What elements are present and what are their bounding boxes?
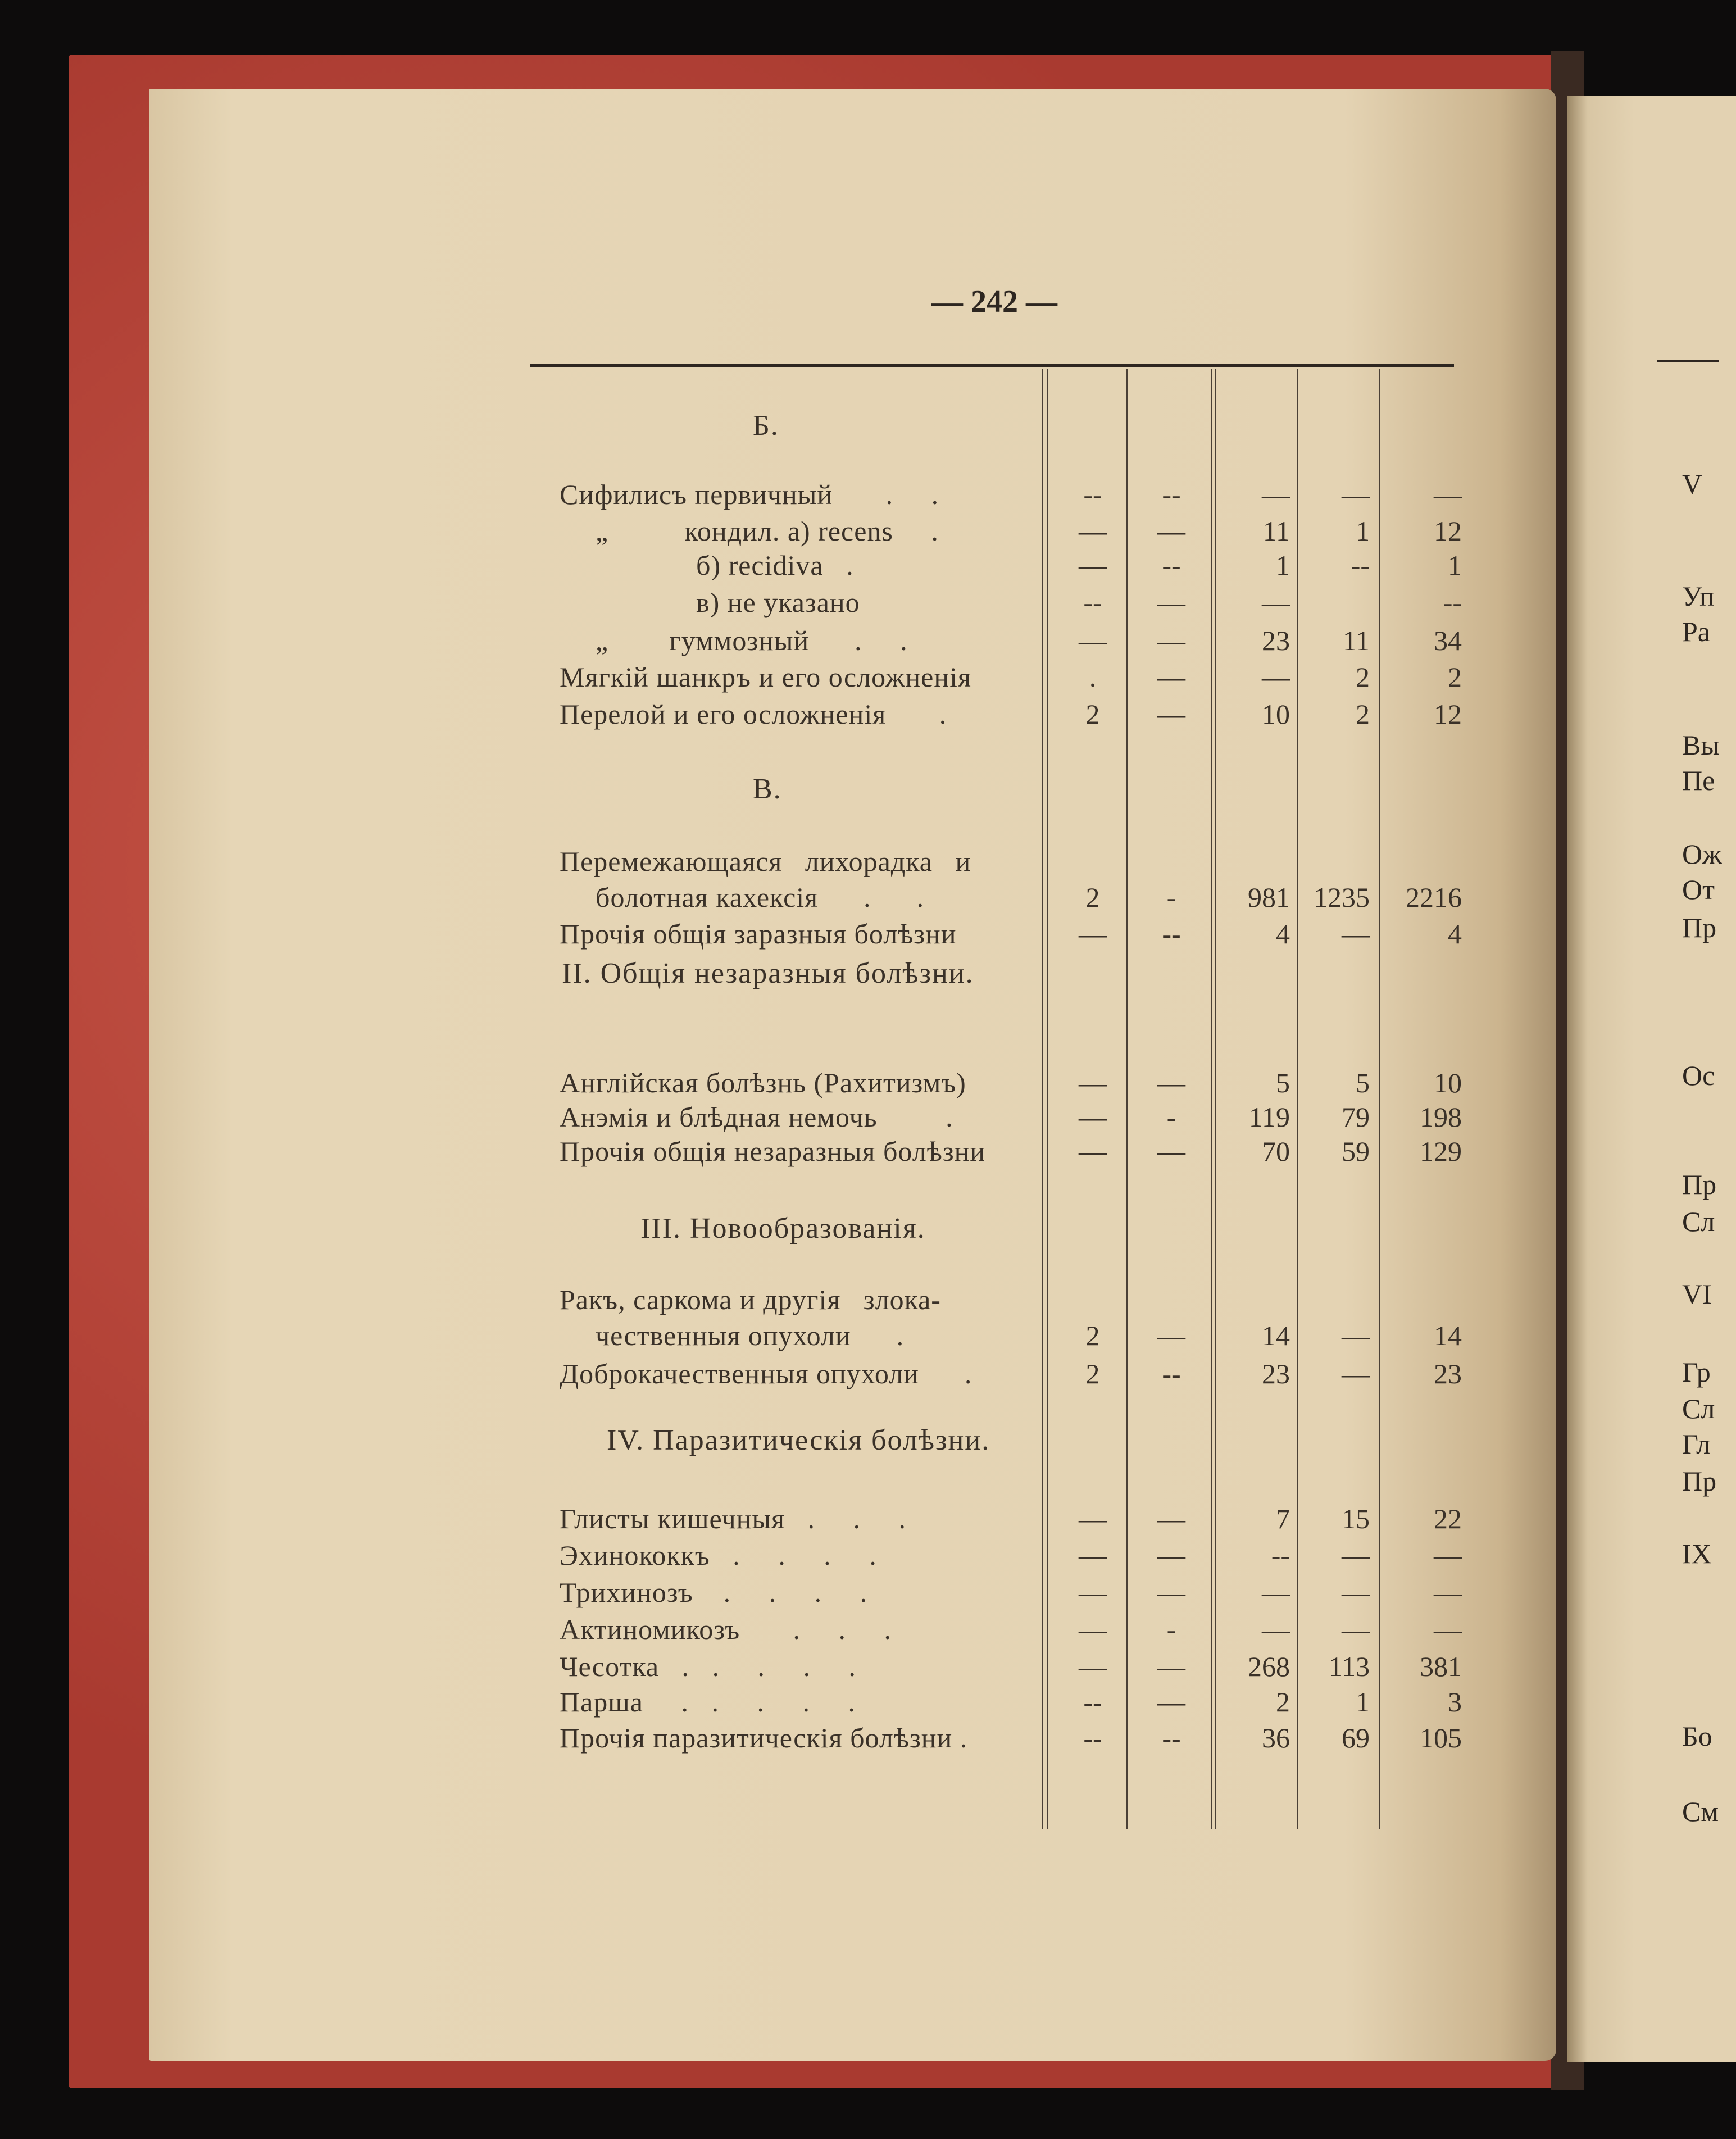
cell-value: — [1157,1503,1185,1534]
table-row [0,513,1717,549]
cell-value: — [1079,1503,1107,1534]
cell-value: 10 [1262,698,1290,730]
cell-value: 4 [1448,918,1462,950]
cell-value: 1 [1448,549,1462,581]
table-row [0,916,1717,952]
cell-value: . [1089,661,1097,693]
table-row [0,476,1717,512]
row-label: Ракъ, саркома и другія злока- [560,1284,941,1315]
table-row [0,1720,1717,1756]
cell-value: — [1157,1539,1185,1571]
cell-value: — [1157,1651,1185,1682]
cell-value: — [1342,918,1370,950]
table-row [0,584,1717,620]
right-page-fragment: От [1682,874,1715,905]
cell-value: 7 [1276,1503,1290,1534]
cell-value: -- [1162,918,1181,950]
section-title: III. Новообразованія. [640,1212,926,1245]
right-page-rule [1657,360,1719,362]
cell-value: — [1157,698,1185,730]
table-row [0,1611,1717,1647]
cell-value: 1 [1276,549,1290,581]
right-page-fragment: V [1682,468,1703,499]
section-title: II. Общія незаразныя болѣзни. [562,957,974,989]
cell-value: 10 [1434,1067,1462,1098]
table-row [0,547,1717,583]
cell-value: — [1157,625,1185,656]
table-row [0,1684,1717,1720]
cell-value: 1 [1356,515,1370,547]
right-page-fragment: Ра [1682,616,1710,647]
section-header [0,1211,1717,1247]
cell-value: — [1079,1651,1107,1682]
row-label: Эхинококкъ . . . . [560,1539,877,1571]
right-page-fragment: Ож [1682,838,1722,870]
table-row [0,1537,1717,1573]
row-label: Парша . . . . . [560,1686,856,1718]
cell-value: — [1262,1614,1290,1645]
cell-value: 34 [1434,625,1462,656]
cell-value: - [1166,1614,1176,1645]
table-row [0,1282,1717,1318]
cell-value: — [1157,1067,1185,1098]
row-label: Прочія общія заразныя болѣзни [560,918,957,950]
cell-value: 981 [1248,882,1290,913]
right-page-fragment: VI [1682,1278,1712,1310]
right-page-fragment: IX [1682,1538,1712,1569]
cell-value: 129 [1420,1136,1462,1167]
row-label: Трихинозъ . . . . [560,1577,868,1608]
right-page-fragment: Сл [1682,1206,1715,1237]
row-label: Доброкачественныя опухоли . [560,1358,972,1389]
cell-value: — [1079,625,1107,656]
row-label: Перелой и его осложненія . [560,698,947,730]
section-header [0,956,1717,992]
row-label: Прочія общія незаразныя болѣзни [560,1136,986,1167]
row-label: Глисты кишечныя . . . [560,1503,906,1534]
cell-value: -- [1162,1358,1181,1389]
cell-value: — [1157,1320,1185,1351]
cell-value: 11 [1342,625,1370,656]
section-header [0,408,1717,444]
cell-value: 198 [1420,1101,1462,1133]
cell-value: — [1342,1320,1370,1351]
right-page-fragment: См [1682,1796,1719,1827]
cell-value: 119 [1248,1101,1290,1133]
cell-value: — [1434,1539,1462,1571]
right-page-fragment: Вы [1682,729,1720,761]
cell-value: 113 [1328,1651,1370,1682]
row-label: Мягкій шанкръ и его осложненія [560,661,972,693]
cell-value: — [1157,661,1185,693]
cell-value: — [1079,1614,1107,1645]
cell-value: - [1166,882,1176,913]
cell-value: 2216 [1406,882,1462,913]
right-page-fragment: Пр [1682,912,1717,943]
cell-value: 22 [1434,1503,1462,1534]
cell-value: — [1157,1686,1185,1718]
cell-value: — [1157,1136,1185,1167]
cell-value: — [1342,1577,1370,1608]
cell-value: 12 [1434,515,1462,547]
cell-value: -- [1083,1722,1102,1754]
cell-value: — [1079,1067,1107,1098]
cell-value: — [1079,1539,1107,1571]
table-row [0,659,1717,695]
cell-value: -- [1162,549,1181,581]
right-page-fragment: Бо [1682,1720,1712,1752]
row-label: Анэмія и блѣдная немочь . [560,1101,953,1133]
cell-value: — [1157,515,1185,547]
cell-value: — [1262,479,1290,510]
cell-value: 2 [1356,698,1370,730]
table-row [0,1099,1717,1135]
section-header [0,771,1717,807]
cell-value: 12 [1434,698,1462,730]
cell-value: 70 [1262,1136,1290,1167]
right-page-fragment: Гр [1682,1356,1711,1388]
cell-value: 11 [1262,515,1290,547]
cell-value: 2 [1356,661,1370,693]
cell-value: -- [1083,587,1102,618]
row-label: болотная кахексія . . [596,882,925,913]
row-label: Чесотка . . . . . [560,1651,857,1682]
table-row [0,843,1717,879]
cell-value: 14 [1262,1320,1290,1351]
right-page-fragment: Пр [1682,1169,1717,1200]
cell-value: — [1262,1577,1290,1608]
row-label: чественныя опухоли . [596,1320,905,1351]
cell-value: 1235 [1314,882,1370,913]
cell-value: 2 [1085,882,1100,913]
cell-value: — [1157,587,1185,618]
table-row [0,1574,1717,1610]
cell-value: 59 [1342,1136,1370,1167]
cell-value: 14 [1434,1320,1462,1351]
cell-value: 2 [1448,661,1462,693]
cell-value: — [1342,1539,1370,1571]
right-page-fragment: Сл [1682,1393,1715,1424]
cell-value: — [1262,587,1290,618]
table-row [0,879,1717,915]
cell-value: — [1079,1101,1107,1133]
row-label: „ кондил. а) recens . [596,515,939,547]
section-title: IV. Паразитическія болѣзни. [607,1424,990,1456]
page-number: — 242 — [931,284,1057,319]
cell-value: 23 [1434,1358,1462,1389]
cell-value: -- [1162,479,1181,510]
section-title: Б. [753,410,779,442]
cell-value: 69 [1342,1722,1370,1754]
cell-value: — [1262,661,1290,693]
cell-value: 23 [1262,1358,1290,1389]
table-row [0,623,1717,658]
cell-value: -- [1083,479,1102,510]
cell-value: — [1434,1577,1462,1608]
cell-value: 2 [1085,1358,1100,1389]
cell-value: 5 [1276,1067,1290,1098]
row-label: „ гуммозный . . [596,625,908,656]
row-label: Прочія паразитическія болѣзни . [560,1722,968,1754]
header-rule [530,364,1454,367]
cell-value: — [1342,1358,1370,1389]
cell-value: 105 [1420,1722,1462,1754]
section-header [0,1423,1717,1459]
cell-value: 2 [1276,1686,1290,1718]
right-page-fragment: Пр [1682,1465,1717,1497]
cell-value: 2 [1085,1320,1100,1351]
cell-value: — [1079,1136,1107,1167]
row-label: б) recidiva . [560,549,854,581]
right-page-fragment: Пе [1682,765,1715,796]
table-row [0,1501,1717,1537]
row-label: в) не указано [560,587,860,618]
cell-value: — [1079,515,1107,547]
cell-value: — [1342,479,1370,510]
table-row [0,1065,1717,1101]
table-row [0,1318,1717,1354]
table-row [0,1648,1717,1684]
row-label: Перемежающаяся лихорадка и [560,846,971,877]
section-title: В. [753,773,782,805]
cell-value: 381 [1420,1651,1462,1682]
cell-value: 36 [1262,1722,1290,1754]
row-label: Сифилисъ первичный . . [560,479,939,510]
cell-value: — [1157,1577,1185,1608]
cell-value: 2 [1085,698,1100,730]
cell-value: 4 [1276,918,1290,950]
cell-value: -- [1443,587,1462,618]
cell-value: — [1079,918,1107,950]
cell-value: 5 [1356,1067,1370,1098]
table-row [0,696,1717,732]
right-page-fragment: Уп [1682,580,1715,612]
cell-value: -- [1271,1539,1290,1571]
cell-value: 1 [1356,1686,1370,1718]
right-page-fragment: Гл [1682,1428,1711,1460]
cell-value: -- [1351,549,1370,581]
cell-value: 15 [1342,1503,1370,1534]
cell-value: 3 [1448,1686,1462,1718]
table-row [0,1356,1717,1392]
cell-value: 23 [1262,625,1290,656]
cell-value: — [1434,479,1462,510]
cell-value: — [1079,1577,1107,1608]
cell-value: -- [1083,1686,1102,1718]
row-label: Англійская болѣзнь (Рахитизмъ) [560,1067,966,1098]
cell-value: — [1079,549,1107,581]
cell-value: - [1166,1101,1176,1133]
cell-value: 79 [1342,1101,1370,1133]
cell-value: -- [1162,1722,1181,1754]
right-page-fragment: Ос [1682,1060,1715,1091]
table-row [0,1133,1717,1169]
cell-value: — [1342,1614,1370,1645]
cell-value: — [1434,1614,1462,1645]
row-label: Актиномикозъ . . . [560,1614,892,1645]
cell-value: 268 [1248,1651,1290,1682]
